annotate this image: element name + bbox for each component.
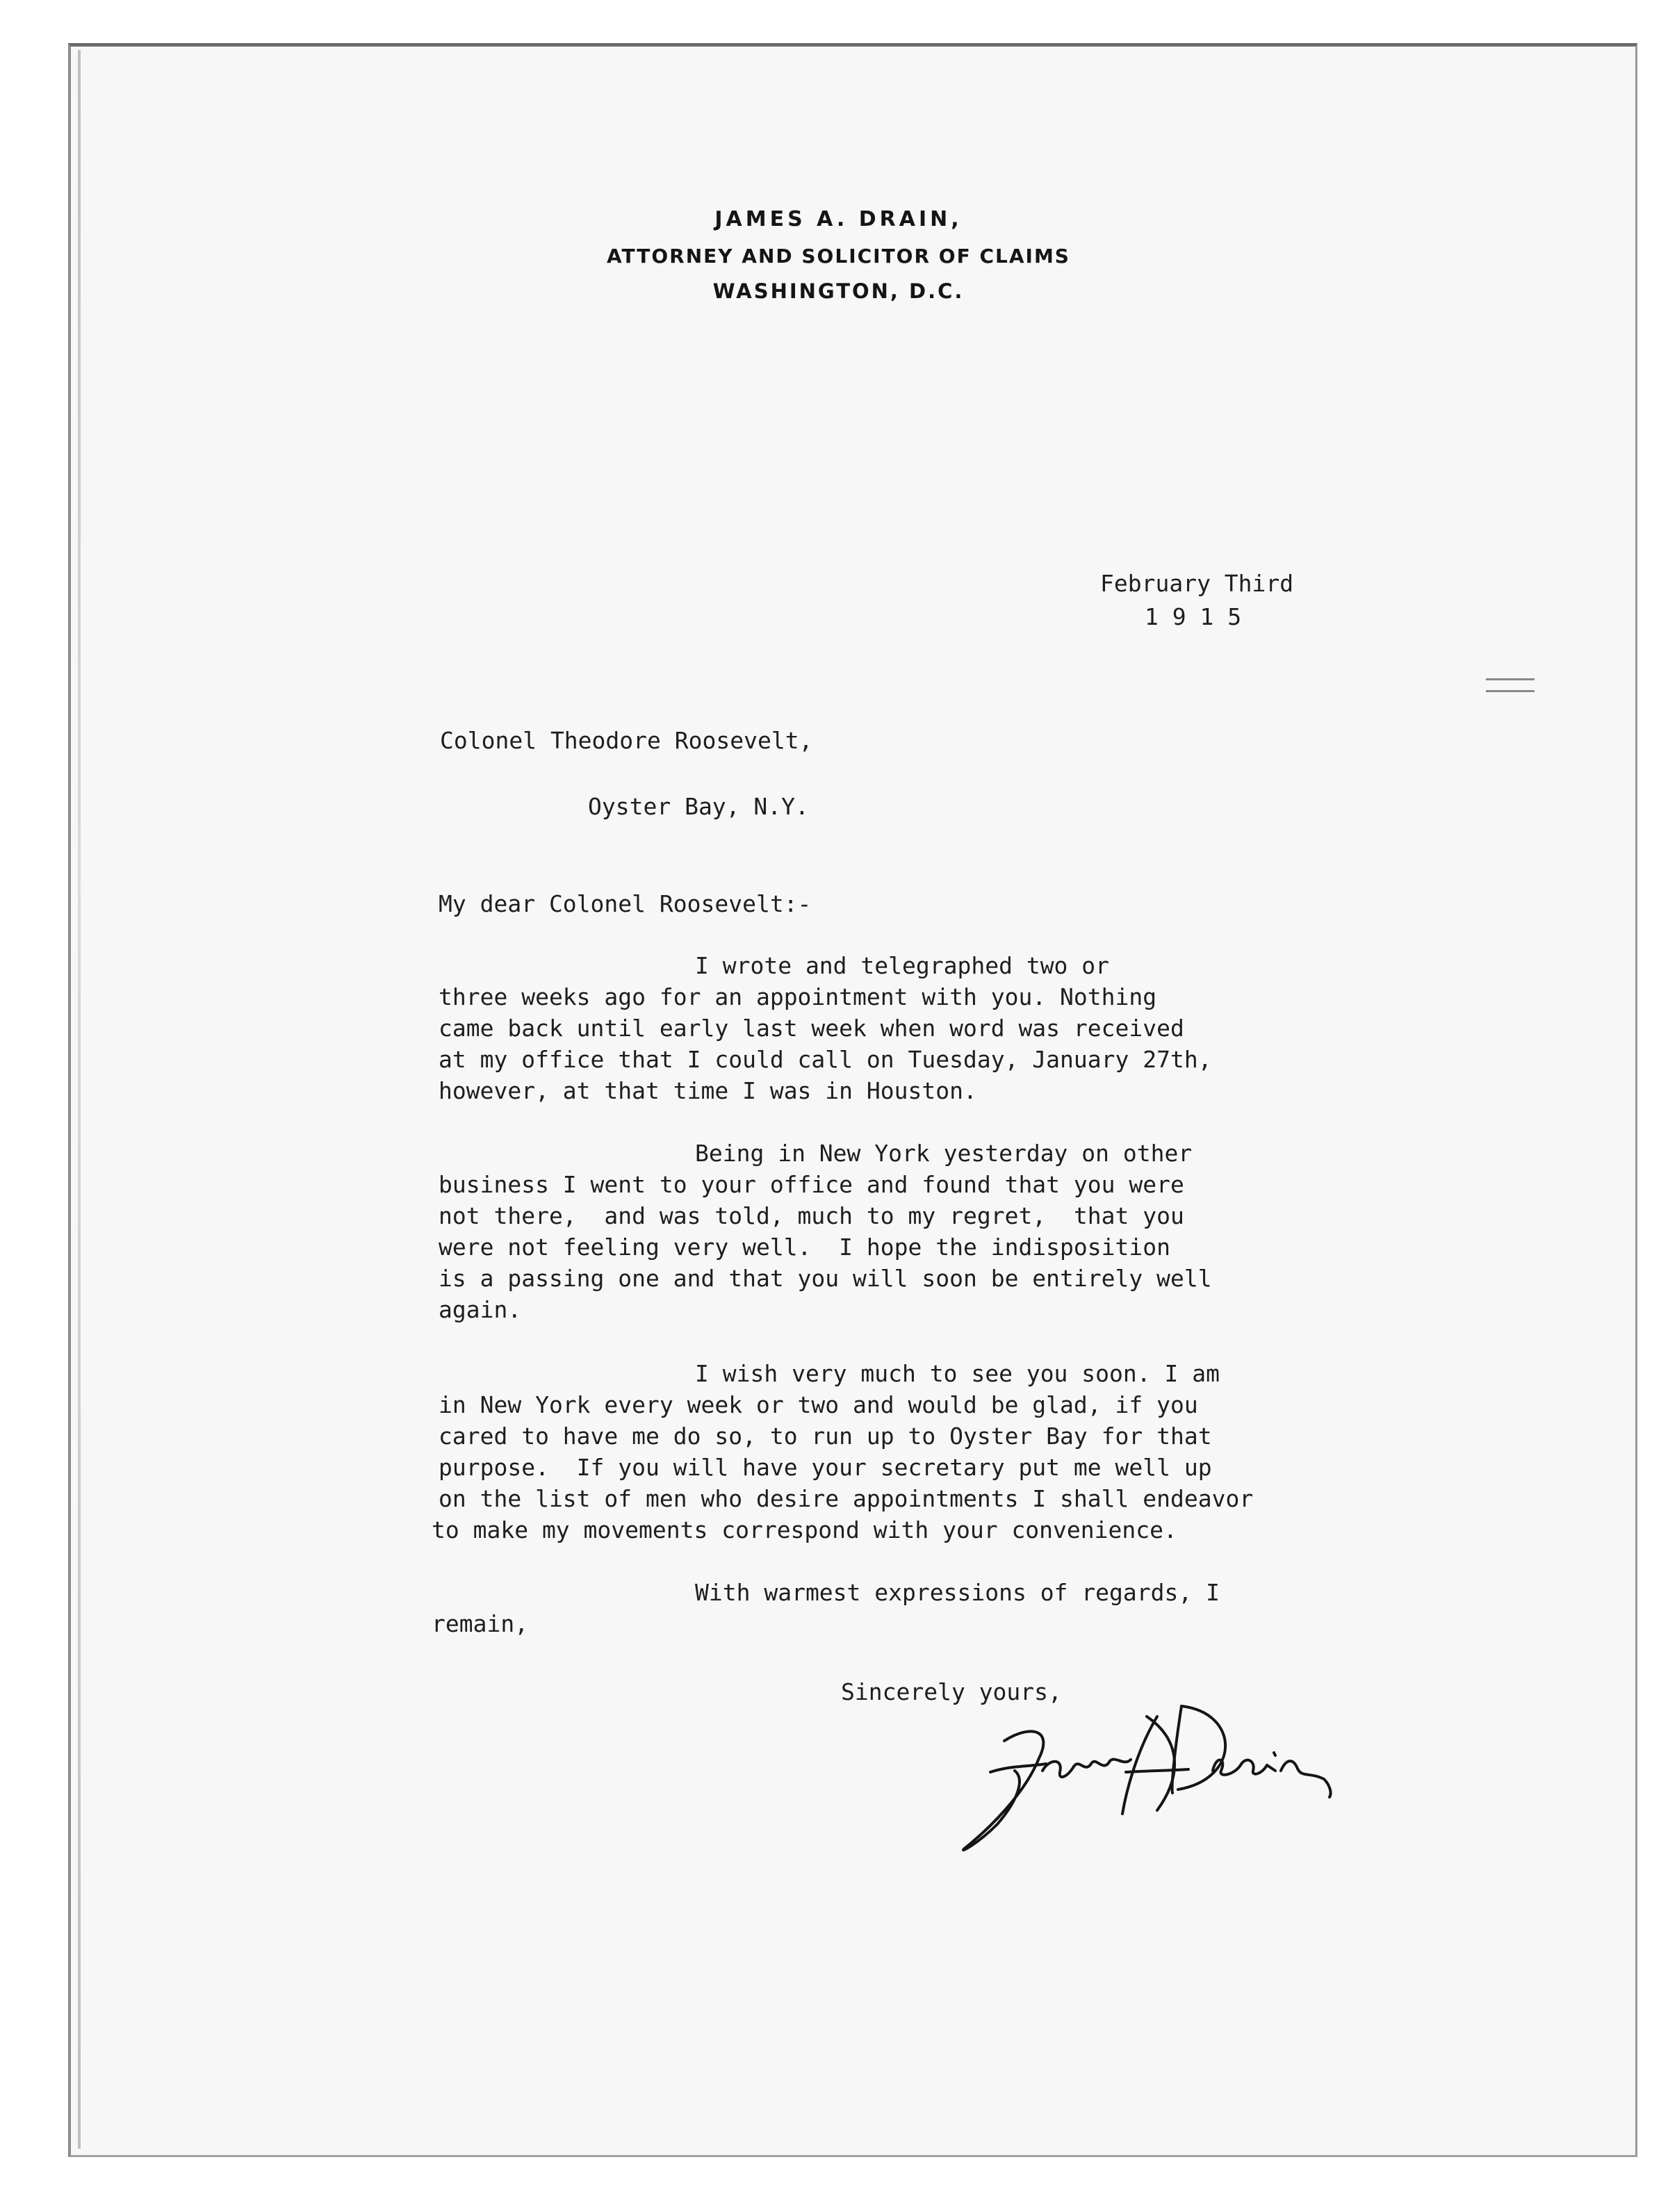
paragraph-3-line-1: I wish very much to see you soon. I am — [695, 1360, 1220, 1387]
paragraph-1-line-3: came back until early last week when word was received — [439, 1015, 1184, 1042]
paragraph-2-line-3: not there, and was told, much to my regret, that you — [439, 1202, 1184, 1229]
paragraph-1-line-4: at my office that I could call on Tuesday, January 27th, — [439, 1046, 1212, 1073]
paragraph-1-line-2: three weeks ago for an appointment with you. Nothing — [439, 983, 1157, 1010]
paragraph-2-line-5: is a passing one and that you will soon be entirely well — [439, 1265, 1212, 1292]
salutation: My dear Colonel Roosevelt:- — [439, 890, 812, 917]
letterhead-title: ATTORNEY AND SOLICITOR OF CLAIMS — [607, 245, 1070, 268]
letterhead-city: WASHINGTON, D.C. — [712, 279, 965, 303]
paragraph-1-line-1: I wrote and telegraphed two or — [695, 952, 1110, 979]
paragraph-3-line-3: cared to have me do so, to run up to Oyster Bay for that — [439, 1423, 1212, 1450]
paragraph-3-line-6: to make my movements correspond with your convenience. — [432, 1516, 1177, 1543]
recipient-address: Oyster Bay, N.Y. — [588, 793, 809, 820]
paragraph-2-line-6: again. — [439, 1296, 522, 1323]
letterhead-name: JAMES A. DRAIN, — [714, 207, 963, 231]
date-line-1: February Third — [1100, 570, 1294, 597]
date-line-2: 1 9 1 5 — [1145, 603, 1242, 630]
paragraph-3-line-2: in New York every week or two and would be glad, if you — [439, 1391, 1198, 1418]
paragraph-3-line-5: on the list of men who desire appointments I shall endeavor — [439, 1485, 1254, 1512]
paragraph-3-line-4: purpose. If you will have your secretary put me well up — [439, 1454, 1212, 1481]
closing-line-1: With warmest expressions of regards, I — [695, 1579, 1220, 1606]
handwritten-signature — [949, 1689, 1352, 1855]
sheet-edge-shadow — [78, 50, 81, 2149]
closing-line-2: remain, — [432, 1610, 529, 1637]
paragraph-2-line-1: Being in New York yesterday on other — [695, 1140, 1193, 1167]
margin-mark — [1486, 678, 1535, 692]
paragraph-2-line-4: were not feeling very well. I hope the indisposition — [439, 1234, 1170, 1261]
complimentary-close: Sincerely yours, — [841, 1678, 1062, 1705]
recipient-name: Colonel Theodore Roosevelt, — [440, 727, 813, 754]
paragraph-2-line-2: business I went to your office and found that you were — [439, 1171, 1184, 1198]
paragraph-1-line-5: however, at that time I was in Houston. — [439, 1077, 977, 1104]
